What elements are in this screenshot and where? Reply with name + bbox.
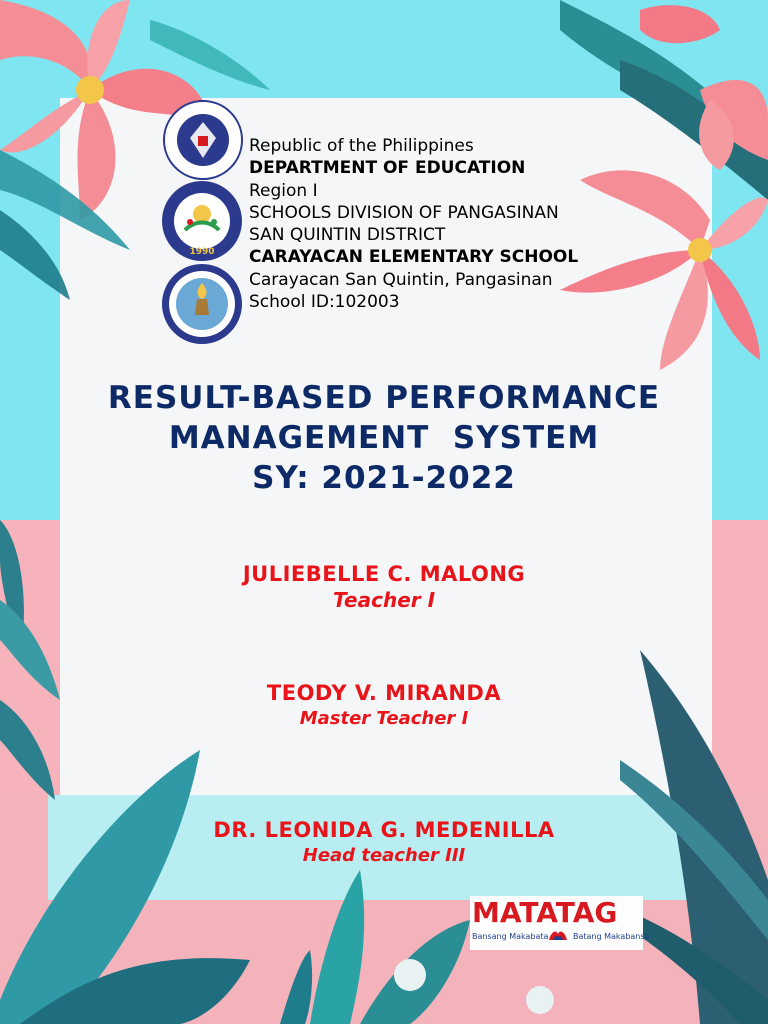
division-seal-logo (157, 180, 247, 266)
matatag-tagline-left: Bansang Makabata (472, 932, 549, 941)
deped-seal-logo (158, 100, 248, 184)
person-role: Head teacher III (302, 845, 466, 866)
person-name: DR. LEONIDA G. MEDENILLA (213, 818, 555, 842)
hands-icon (547, 926, 569, 944)
header-address: Carayacan San Quintin, Pangasinan (249, 269, 553, 290)
matatag-wordmark: MATATAG (472, 896, 618, 929)
header-block (249, 135, 578, 313)
person-name: JULIEBELLE C. MALONG (242, 562, 526, 586)
header-division: SCHOOLS DIVISION OF PANGASINAN (249, 202, 559, 223)
person-head-teacher (0, 817, 768, 869)
person-teacher (0, 561, 768, 613)
person-master-teacher (0, 680, 768, 732)
header-school-id: School ID:102003 (249, 292, 400, 313)
header-district: SAN QUINTIN DISTRICT (249, 225, 446, 246)
person-role: Master Teacher I (299, 708, 469, 729)
person-name: TEODY V. MIRANDA (266, 681, 502, 705)
matatag-logo (470, 896, 650, 950)
header-republic: Republic of the Philippines (249, 136, 474, 156)
title-line-2: MANAGEMENT SYSTEM (168, 420, 600, 456)
matatag-tagline-right: Batang Makabansa (573, 932, 650, 941)
header-department: DEPARTMENT OF EDUCATION (249, 158, 526, 179)
person-role: Teacher I (332, 588, 436, 612)
header-region: Region I (249, 180, 318, 201)
school-seal-logo (157, 263, 247, 349)
document-title (0, 378, 768, 498)
title-line-3: SY: 2021-2022 (252, 460, 516, 496)
title-line-1: RESULT-BASED PERFORMANCE (107, 380, 661, 416)
header-school: CARAYACAN ELEMENTARY SCHOOL (249, 247, 579, 268)
division-year-text: 1990 (189, 247, 215, 257)
